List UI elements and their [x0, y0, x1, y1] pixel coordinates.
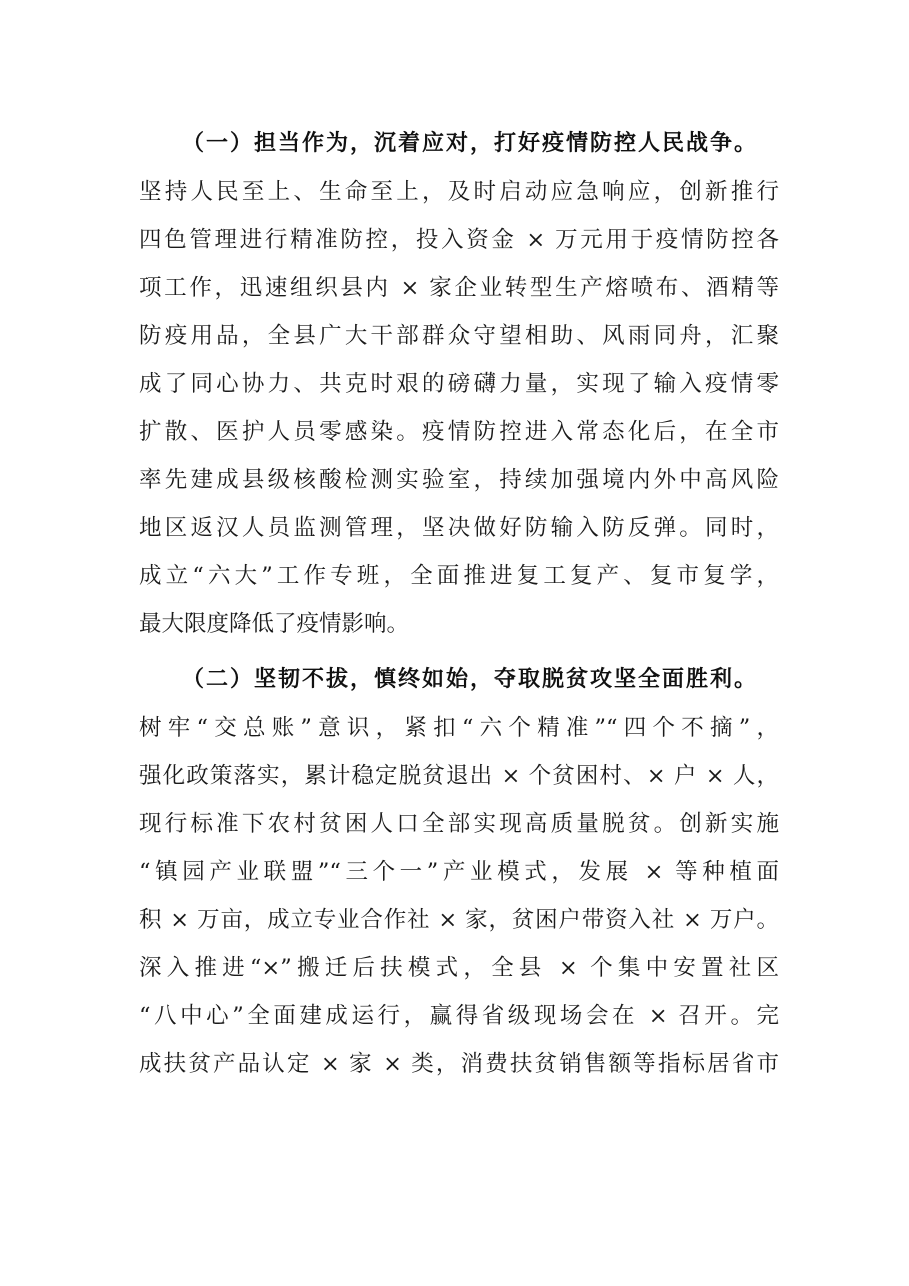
section-1-line: 项工作，迅速组织县内 × 家企业转型生产熔喷布、酒精等: [139, 275, 779, 301]
section-2-line: 树牢“交总账”意识，紧扣“六个精准”“四个不摘”，: [139, 715, 779, 741]
section-1-line: 防疫用品，全县广大干部群众守望相助、风雨同舟，汇聚: [139, 323, 779, 349]
section-1-line: 成了同心协力、共克时艰的磅礴力量，实现了输入疫情零: [139, 371, 779, 397]
section-1-line: 地区返汉人员监测管理，坚决做好防输入防反弹。同时，: [139, 515, 779, 541]
section-2-heading: （二）坚韧不拔，慎终如始，夺取脱贫攻坚全面胜利。: [182, 667, 756, 692]
section-2-line: 成扶贫产品认定 × 家 × 类，消费扶贫销售额等指标居省市: [139, 1051, 779, 1077]
section-2-line: 积 × 万亩，成立专业合作社 × 家，贫困户带资入社 × 万户。: [139, 907, 779, 933]
section-1-line: 扩散、医护人员零感染。疫情防控进入常态化后，在全市: [139, 419, 779, 445]
section-1-line: 四色管理进行精准防控，投入资金 × 万元用于疫情防控各: [139, 227, 779, 253]
section-1-line: 率先建成县级核酸检测实验室，持续加强境内外中高风险: [139, 467, 779, 493]
section-2-line: “八中心”全面建成运行，赢得省级现场会在 × 召开。完: [139, 1003, 779, 1029]
section-2-line: “镇园产业联盟”“三个一”产业模式，发展 × 等种植面: [139, 859, 779, 885]
section-2-line: 现行标准下农村贫困人口全部实现高质量脱贫。创新实施: [139, 811, 779, 837]
section-1-line: 坚持人民至上、生命至上，及时启动应急响应，创新推行: [139, 179, 779, 205]
section-2-line: 深入推进“×”搬迁后扶模式，全县 × 个集中安置社区: [139, 955, 779, 981]
section-1-heading: （一）担当作为，沉着应对，打好疫情防控人民战争。: [182, 131, 756, 156]
section-1-line: 最大限度降低了疫情影响。: [139, 611, 410, 637]
section-1-line: 成立“六大”工作专班，全面推进复工复产、复市复学，: [139, 563, 779, 589]
section-2-line: 强化政策落实，累计稳定脱贫退出 × 个贫困村、× 户 × 人，: [139, 763, 779, 789]
